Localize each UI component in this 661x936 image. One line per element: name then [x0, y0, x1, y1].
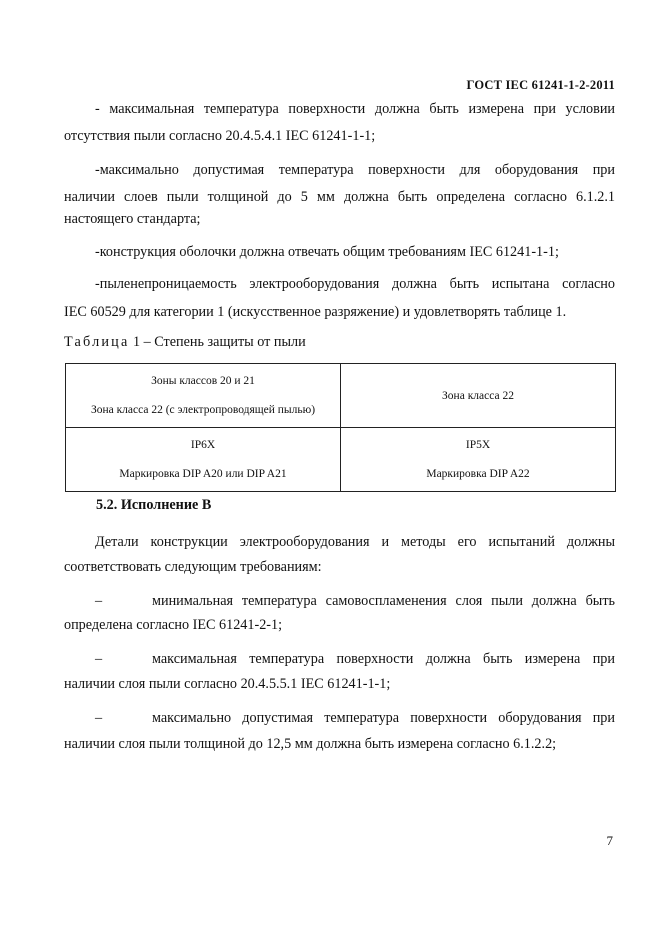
table-cell-line: Зона класса 22 (с электропроводящей пылью)	[90, 403, 316, 416]
table-caption-label: Таблица	[64, 334, 130, 350]
paragraph-line: соответствовать следующим требованиям:	[64, 559, 322, 575]
list-item-line: -конструкция оболочки должна отвечать общим требованиям IEC 61241-1-1;	[95, 244, 559, 260]
paragraph	[64, 529, 615, 556]
list-item-line: настоящего стандарта;	[64, 211, 201, 227]
list-item	[64, 157, 615, 184]
table-cell-line: IP6X	[190, 438, 216, 451]
dash-marker: –	[95, 593, 103, 609]
page-number: 7	[606, 833, 613, 848]
table-cell-line: Зона класса 22	[442, 389, 514, 402]
list-item-line: -пыленепроницаемость электрооборудования должна быть испытана согласно	[95, 276, 615, 292]
dash-marker: –	[95, 710, 103, 726]
dash-marker: –	[95, 651, 103, 667]
list-item-line: наличии слоя пыли толщиной до 12,5 мм должна быть измерена согласно 6.1.2.2;	[64, 736, 557, 752]
list-item-line: определена согласно IEC 61241-2-1;	[64, 617, 283, 633]
list-item-line: отсутствия пыли согласно 20.4.5.4.1 IEC 61241-1-1;	[64, 128, 376, 144]
list-item	[64, 705, 615, 732]
section-title: 5.2. Исполнение В	[96, 497, 212, 513]
document-code: ГОСТ IEC 61241-1-2-2011	[466, 78, 615, 92]
list-item	[64, 271, 615, 298]
list-item-cont	[64, 206, 615, 233]
list-item	[64, 96, 615, 123]
table-cell	[66, 428, 341, 492]
list-item-line: наличии слоев пыли толщиной до 5 мм должна быть определена согласно 6.1.2.1	[64, 189, 615, 205]
paragraph-cont	[64, 554, 615, 581]
table-header-cell	[341, 364, 616, 428]
list-item	[64, 239, 615, 266]
list-item-line: -максимально допустимая температура поверхности для оборудования при	[95, 162, 615, 178]
list-item	[64, 588, 615, 615]
list-item-line: – максимально допустимая температура поверхности оборудования при	[64, 705, 615, 732]
list-item-cont	[64, 731, 615, 758]
list-item-cont	[64, 123, 615, 150]
table-cell-line: Зоны классов 20 и 21	[151, 374, 255, 387]
list-item	[64, 646, 615, 673]
table-cell-line: Маркировка DIP A22	[426, 467, 530, 480]
list-item-line: наличии слоя пыли согласно 20.4.5.5.1 IEC 61241-1-1;	[64, 676, 391, 692]
list-item-cont	[64, 299, 615, 326]
dust-protection-table	[65, 363, 616, 492]
list-item-line: – максимальная температура поверхности должна быть измерена при	[64, 646, 615, 673]
table-cell-line: IP5X	[465, 438, 491, 451]
table-cell	[341, 428, 616, 492]
table-cell-line: Маркировка DIP A20 или DIP A21	[119, 467, 287, 480]
table-row	[66, 428, 616, 492]
table-header-row	[66, 364, 616, 428]
table-caption	[64, 334, 306, 351]
table-caption-text: – Степень защиты от пыли	[143, 334, 306, 350]
list-item-cont	[64, 671, 615, 698]
paragraph-line: Детали конструкции электрооборудования и методы его испытаний должны	[95, 534, 615, 550]
table-header-cell	[66, 364, 341, 428]
list-item-line: – минимальная температура самовоспламенения слоя пыли должна быть	[64, 588, 615, 615]
list-item-line: - максимальная температура поверхности должна быть измерена при условии	[95, 101, 615, 117]
list-item-line: IEC 60529 для категории 1 (искусственное разряжение) и удовлетворять таблице 1.	[64, 304, 567, 320]
table-caption-number: 1	[132, 334, 141, 350]
list-item-cont	[64, 612, 615, 639]
